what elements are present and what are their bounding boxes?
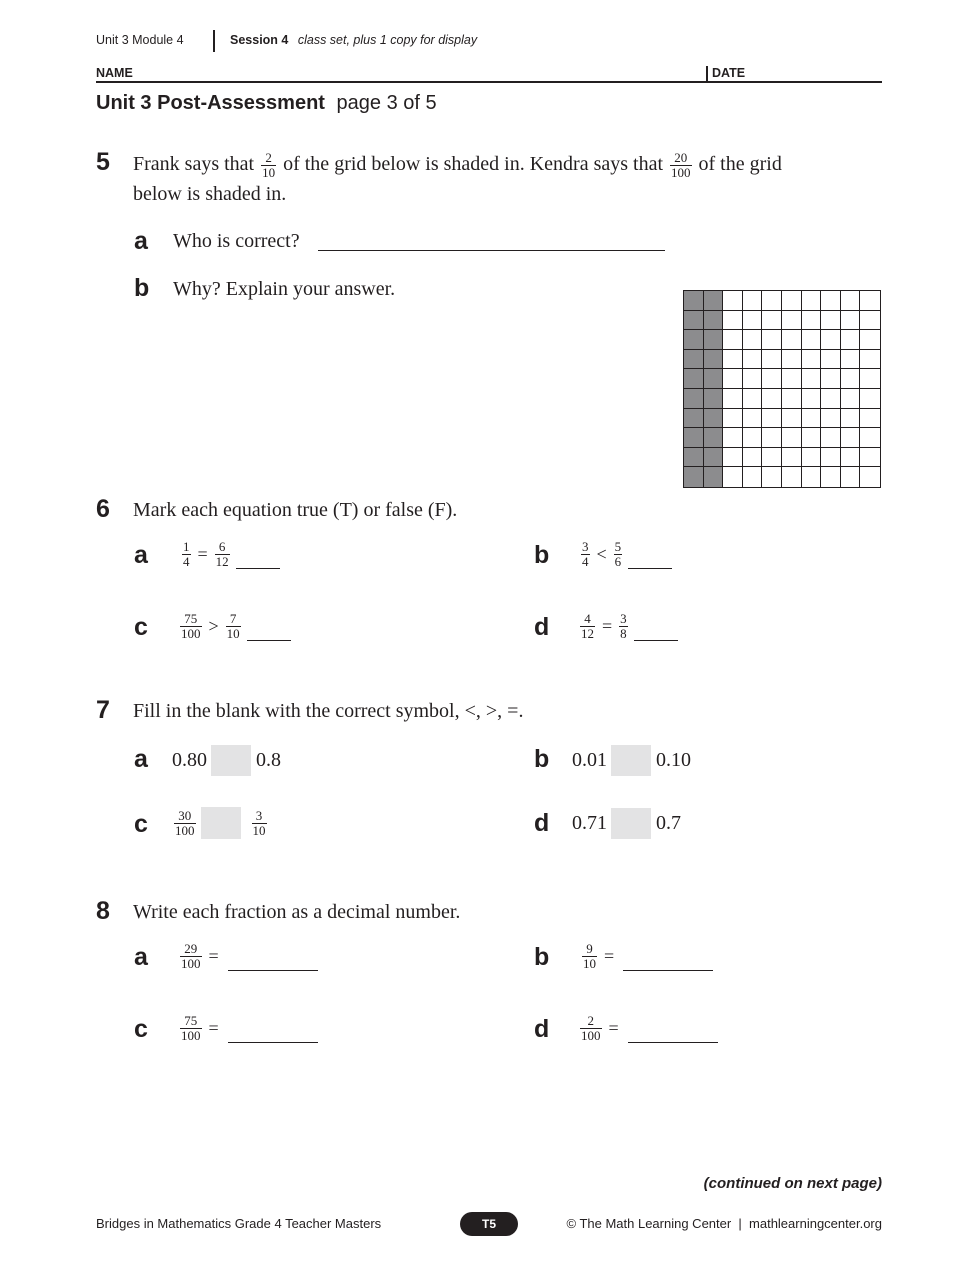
grid-cell [762, 311, 782, 331]
grid-cell [821, 350, 841, 370]
q6b-equation [579, 540, 672, 569]
grid-cell [841, 389, 861, 409]
grid-cell [743, 369, 763, 389]
grid-cell-shaded [704, 467, 724, 487]
grid-cell [762, 291, 782, 311]
q6c-right-fraction: $\frac{7}{10}$ [226, 611, 240, 641]
grid-cell [841, 409, 861, 429]
date-label: DATE [712, 66, 746, 80]
q8d-equals: = [608, 1018, 619, 1038]
q6d-operator: = [602, 616, 613, 636]
grid-cell [743, 330, 763, 350]
q8b-letter: b [534, 943, 550, 971]
q5b-question: Why? Explain your answer. [173, 278, 396, 300]
q7b-left: 0.01 [572, 749, 607, 771]
q5-text-3: of the grid [698, 153, 782, 175]
grid-cell [762, 389, 782, 409]
question-7-number: 7 [96, 696, 110, 724]
q7b-comparison [572, 745, 691, 776]
q7a-letter: a [134, 745, 148, 773]
session-info [230, 33, 477, 47]
grid-cell [743, 428, 763, 448]
q6d-answer-blank[interactable] [634, 626, 678, 641]
q6d-left-fraction: $\frac{4}{12}$ [581, 611, 594, 641]
grid-cell [743, 409, 763, 429]
grid-cell [782, 389, 802, 409]
q6c-operator: > [208, 616, 219, 636]
grid-cell [821, 369, 841, 389]
q6a-operator: = [197, 544, 208, 564]
grid-cell [860, 369, 880, 389]
grid-cell [802, 409, 822, 429]
grid-cell [782, 409, 802, 429]
grid-cell [802, 448, 822, 468]
grid-cell [723, 409, 743, 429]
grid-cell [723, 311, 743, 331]
q6d-right-fraction: $\frac{3}{8}$ [620, 611, 627, 641]
q8d-fraction: $\frac{2}{100}$ [581, 1013, 601, 1043]
grid-cell-shaded [704, 369, 724, 389]
grid-cell [762, 448, 782, 468]
q7a-right: 0.8 [256, 749, 281, 771]
question-8-text: Write each fraction as a decimal number. [133, 901, 461, 923]
q8a-fraction: $\frac{29}{100}$ [181, 941, 201, 971]
q8b-expression [580, 942, 713, 971]
q8c-letter: c [134, 1015, 148, 1043]
question-5-number: 5 [96, 148, 110, 176]
grid-cell [743, 311, 763, 331]
grid-cell [782, 467, 802, 487]
grid-cell [723, 330, 743, 350]
q7d-right: 0.7 [656, 812, 681, 834]
q8a-answer-blank[interactable] [228, 956, 318, 971]
grid-cell [723, 389, 743, 409]
question-5-text [133, 150, 893, 209]
grid-cell [860, 467, 880, 487]
grid-cell [782, 428, 802, 448]
grid-cell [860, 448, 880, 468]
page-code-badge: T5 [460, 1212, 518, 1236]
q6d-equation [578, 612, 678, 641]
grid-cell [821, 389, 841, 409]
grid-cell-shaded [684, 428, 704, 448]
date-divider [706, 66, 708, 82]
q7c-comparison [172, 807, 269, 839]
grid-cell [782, 330, 802, 350]
grid-cell-shaded [704, 311, 724, 331]
grid-cell [821, 291, 841, 311]
grid-cell-shaded [704, 409, 724, 429]
grid-cell [821, 428, 841, 448]
q5a-letter: a [134, 227, 148, 255]
grid-cell [860, 409, 880, 429]
grid-cell [860, 311, 880, 331]
grid-cell [841, 291, 861, 311]
grid-cell-shaded [704, 428, 724, 448]
grid-cell [802, 467, 822, 487]
grid-cell [782, 291, 802, 311]
grid-cell [782, 448, 802, 468]
question-6-number: 6 [96, 495, 110, 523]
grid-cell [762, 409, 782, 429]
q8b-equals: = [604, 946, 615, 966]
grid-cell [723, 350, 743, 370]
q6a-equation [180, 540, 280, 569]
grid-cell [841, 311, 861, 331]
grid-cell [762, 369, 782, 389]
grid-cell [860, 428, 880, 448]
q6d-letter: d [534, 613, 550, 641]
q5-fraction-frank: $\frac{2}{10}$ [262, 149, 276, 180]
q7b-symbol-box[interactable] [611, 745, 651, 776]
q6b-answer-blank[interactable] [628, 554, 672, 569]
q7a-symbol-box[interactable] [211, 745, 251, 776]
grid-cell [762, 428, 782, 448]
grid-cell [860, 389, 880, 409]
grid-cell-shaded [704, 350, 724, 370]
q8c-fraction: $\frac{75}{100}$ [181, 1013, 201, 1043]
grid-cell [802, 428, 822, 448]
grid-cell [841, 350, 861, 370]
grid-cell [860, 291, 880, 311]
q5-text-4: below is shaded in. [133, 182, 287, 205]
q6b-operator: < [596, 544, 607, 564]
grid-cell-shaded [704, 330, 724, 350]
q7d-left: 0.71 [572, 812, 607, 834]
header-divider [213, 30, 215, 52]
grid-cell [802, 350, 822, 370]
grid-cell-shaded [684, 409, 704, 429]
q7c-left-fraction: $\frac{30}{100}$ [175, 807, 195, 838]
grid-cell [723, 291, 743, 311]
session-label: Session 4 [230, 33, 289, 47]
q7a-comparison [172, 745, 281, 776]
session-note: class set, plus 1 copy for display [297, 33, 478, 47]
grid-cell [743, 291, 763, 311]
q5b-letter: b [134, 274, 150, 302]
grid-cell-shaded [704, 448, 724, 468]
grid-cell-shaded [684, 369, 704, 389]
q7d-comparison [572, 808, 681, 839]
grid-cell [782, 311, 802, 331]
grid-cell [802, 389, 822, 409]
question-6-text: Mark each equation true (T) or false (F). [133, 499, 458, 521]
q5b-answer-area[interactable] [173, 310, 663, 480]
q8b-fraction: $\frac{9}{10}$ [583, 941, 596, 971]
grid-cell-shaded [684, 330, 704, 350]
q7c-symbol-box[interactable] [201, 807, 241, 839]
grid-cell [743, 389, 763, 409]
copyright-note: © The Math Learning Center | mathlearningcenter.org [566, 1216, 882, 1231]
q8a-equals: = [208, 946, 219, 966]
q8d-letter: d [534, 1015, 550, 1043]
q6a-right-fraction: $\frac{6}{12}$ [215, 539, 229, 569]
grid-cell [821, 409, 841, 429]
q5-fraction-kendra: $\frac{20}{100}$ [671, 149, 691, 180]
assessment-title: Unit 3 Post-Assessment [96, 92, 325, 114]
grid-cell [802, 369, 822, 389]
q8d-expression [578, 1014, 718, 1043]
q6c-letter: c [134, 613, 148, 641]
grid-cell [841, 369, 861, 389]
grid-cell [802, 291, 822, 311]
q8c-equals: = [208, 1018, 219, 1038]
grid-cell [821, 448, 841, 468]
grid-cell-shaded [704, 389, 724, 409]
q8c-answer-blank[interactable] [228, 1028, 318, 1043]
q8d-answer-blank[interactable] [628, 1028, 718, 1043]
question-7-text: Fill in the blank with the correct symbol, <, >, =. [133, 700, 524, 722]
continued-note: (continued on next page) [703, 1175, 882, 1192]
grid-cell [723, 369, 743, 389]
q7d-symbol-box[interactable] [611, 808, 651, 839]
q6a-answer-blank[interactable] [236, 554, 280, 569]
grid-cell [762, 330, 782, 350]
q7c-letter: c [134, 810, 148, 838]
q6c-equation [178, 612, 291, 641]
grid-cell [782, 369, 802, 389]
question-8-number: 8 [96, 897, 110, 925]
grid-cell [743, 448, 763, 468]
grid-cell [743, 350, 763, 370]
q7d-letter: d [534, 809, 550, 837]
grid-cell-shaded [684, 291, 704, 311]
q6a-left-fraction: $\frac{1}{4}$ [183, 539, 190, 569]
grid-cell [841, 467, 861, 487]
grid-cell [860, 350, 880, 370]
grid-cell [821, 467, 841, 487]
q7a-left: 0.80 [172, 749, 207, 771]
grid-cell [762, 467, 782, 487]
grid-cell [762, 350, 782, 370]
q7b-right: 0.10 [656, 749, 691, 771]
q6c-answer-blank[interactable] [247, 626, 291, 641]
grid-cell [782, 350, 802, 370]
grid-cell [723, 467, 743, 487]
hundred-grid [683, 290, 881, 488]
q5-text-1: Frank says that [133, 153, 255, 175]
q5-text-2: of the grid below is shaded in. Kendra says that [283, 153, 664, 175]
grid-cell-shaded [684, 448, 704, 468]
q5a-question: Who is correct? [173, 230, 300, 252]
grid-cell [841, 428, 861, 448]
grid-cell [821, 330, 841, 350]
q7c-right-fraction: $\frac{3}{10}$ [252, 807, 266, 838]
q8a-letter: a [134, 943, 148, 971]
name-date-line [96, 81, 882, 83]
grid-cell [802, 311, 822, 331]
grid-cell [743, 467, 763, 487]
book-title: Bridges in Mathematics Grade 4 Teacher Masters [96, 1216, 382, 1231]
grid-cell [821, 311, 841, 331]
q8c-expression [178, 1014, 318, 1043]
q6c-left-fraction: $\frac{75}{100}$ [181, 611, 201, 641]
q7b-letter: b [534, 745, 550, 773]
q5a-answer-line[interactable] [318, 236, 665, 251]
grid-cell [841, 448, 861, 468]
grid-cell-shaded [684, 350, 704, 370]
grid-cell [860, 330, 880, 350]
grid-cell-shaded [684, 389, 704, 409]
page-title [96, 92, 437, 115]
grid-cell-shaded [684, 467, 704, 487]
unit-module-label: Unit 3 Module 4 [96, 33, 184, 47]
name-label: NAME [96, 66, 133, 80]
q8a-expression [178, 942, 318, 971]
q6a-letter: a [134, 541, 148, 569]
q6b-left-fraction: $\frac{3}{4}$ [582, 539, 589, 569]
grid-cell-shaded [684, 311, 704, 331]
grid-cell [802, 330, 822, 350]
grid-cell [723, 448, 743, 468]
q6b-right-fraction: $\frac{5}{6}$ [614, 539, 622, 569]
grid-cell [723, 428, 743, 448]
q6b-letter: b [534, 541, 550, 569]
grid-cell [841, 330, 861, 350]
q8b-answer-blank[interactable] [623, 956, 713, 971]
grid-cell-shaded [704, 291, 724, 311]
page-info: page 3 of 5 [336, 92, 437, 114]
